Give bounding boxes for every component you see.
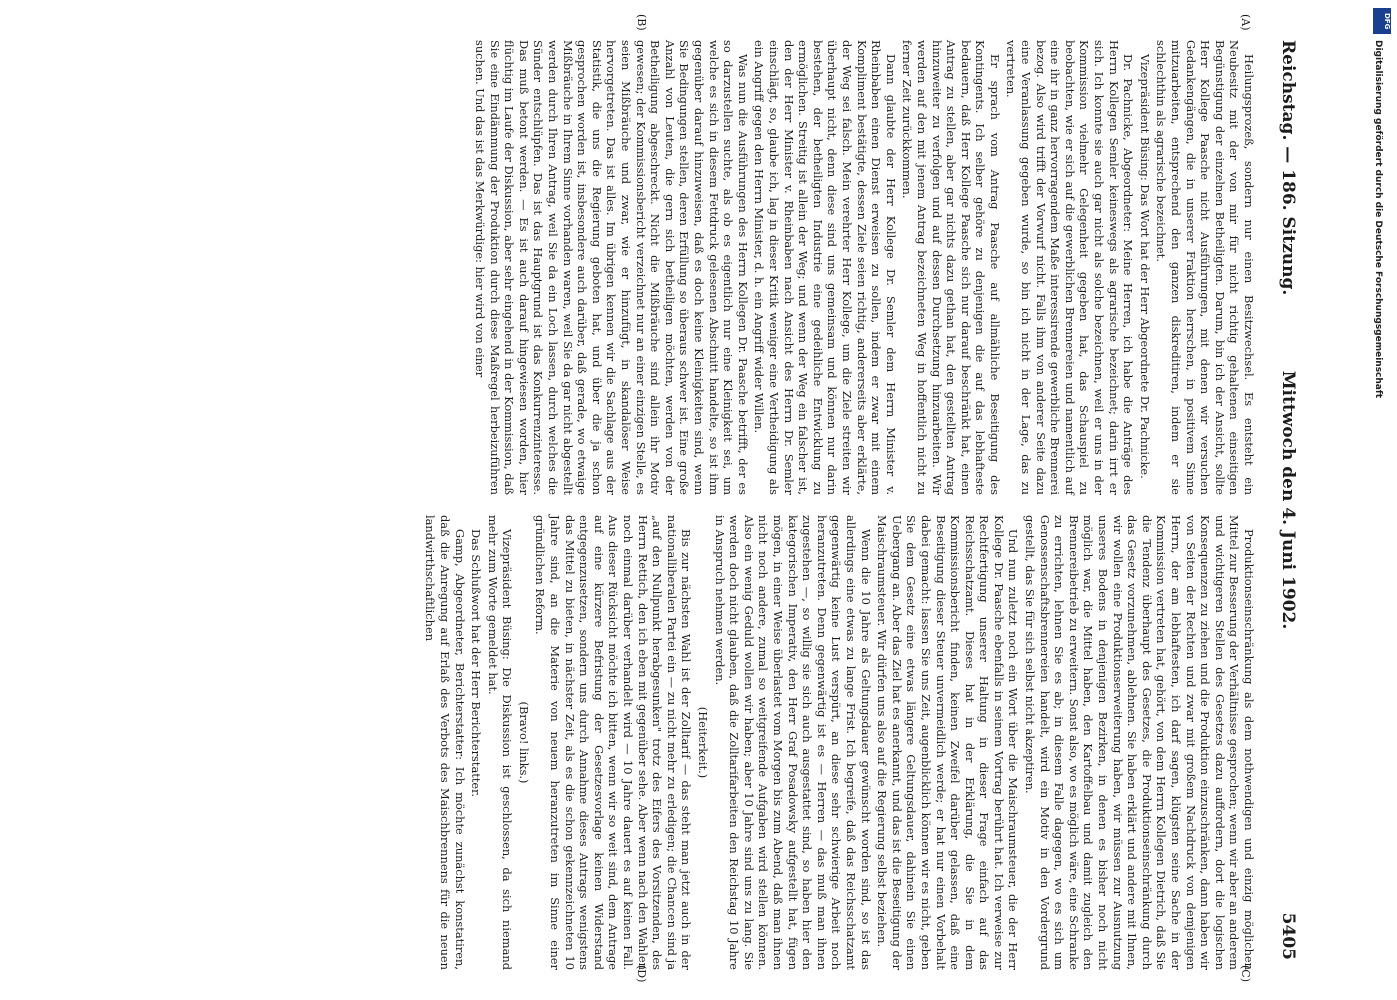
right-column bbox=[76, 515, 1256, 970]
interjection: (Heiterkeit.) bbox=[696, 706, 711, 779]
digitization-sidebar bbox=[1371, 0, 1393, 1000]
paragraph: Dr. Pachnicke, Abgeordneter: Meine Herren, ich habe die Anträge des Herrn Kollegen Semler keineswegs als agrarische bezeichnet; darin irrt er sich. Ich konnte sie auch gar nicht als solche bezeichnen, weil er uns in der Kommission vielmehr Gelegenheit gegeben hat, das Schauspiel zu beobachten, wie er sich auf die gewerblichen Brennereien und namentlich auf eine ihr in ganz hervorragendem Maße interessirende gewerbliche Brennerei bezog. Also wird trifft der Vorwurf nicht. Falls ihm von anderer Seite dazu eine Veranlassung gegeben wurde, so bin ich nicht in der Lage, das zu vertreten. bbox=[1004, 40, 1136, 495]
page-header bbox=[1264, 40, 1298, 960]
running-head-date: Mittwoch den 4. Juni 1902. bbox=[1278, 370, 1298, 630]
paragraph: Bis zur nächsten Wahl ist der Zolltarif — das steht man jetzt auch in der nationalliberalen Partei ein — zu nicht mehr zu erledigen; die Chancen sind ja „auf den Nullpunkt herabgesunken" trotz des Eifers des Vorsitzenden, des Herrn Rettich, den ich eben mit gegenüber sehe. Aber wenn nach den Wahlen noch einmal darüber verhandelt wird — 10 Jahre dauert es auf keinen Fall. Aus dieser Rücksicht möchte ich bitten, wenn wir so weit sind, dem Antrage auf eine kürzere Befristung der Gesetzesvorlage keinen Widerstand entgegenzusetzen, sondern uns durch Annahme dieses Antrags wenigstens das Mittel zu bieten, in nächster Zeit, als es die schon gekennzeichneten 10 Jahre sind, an die Materie von neuem heranzutreten im Sinne einer gründlichen Reform. bbox=[533, 515, 694, 970]
paragraph: Was nun die Ausführungen des Herrn Kollegen Dr. Paasche betrifft, der es so darzustellen suchte, als ob es eigentlich nur eine Kleinigkeit sei, um welche es sich in diesem Fettdruck gelesenen Abschnitt handelte, so ist ihm gegenüber darauf hinzuweisen, daß es doch keine Kleinigkeiten sind, wenn Sie Bedingungen stellen, deren Erfüllung so überaus schwer ist. Eine große Anzahl von Leuten, die gern sich betheiligen möchten, werden von der Betheiligung abgeschreckt. Nicht die Mißbräuche sind allein ihr Motiv gewesen; der Kommissionsbericht verzeichnet nur an einer einzigen Stelle, es seien Mißbräuche und zwar, wie er hinzufügt, in skandalöser Weise hervorgetreten. Das ist alles. Im übrigen kennen wir die Sachlage aus der Statistik, die uns die Regierung geboten hat, und über die ja schon gesprochen worden ist, insbesondere auch darüber, daß gerade, wo etwaige Mißbräuche in Ihrem Sinne vorhanden waren, weil Sie da gar nicht abgestellt werden durch Ihren Antrag, weil Sie da ein Loch lassen, durch welches die Sünder entschlüpfen. Das ist das Hauptgrund ist das Konkurrenzinteresse. Das muß betont werden. — Es ist auch darauf hingewiesen worden, hier flüchtig im Laufe der Diskussion, aber sehr eingehend in der Kommission, daß Sie eine Eindämmung der Produktion durch diese Maßregel herbeizuführen suchen. Und das ist das Merkwürdige: hier wird von einer bbox=[473, 40, 750, 495]
paragraph: Dann glaubte der Herr Kollege Dr. Semler dem Herrn Minister v. Rheinbaben einen Dienst erweisen zu sollen, indem er zwar mit einem Kompliment bestätigte, dessen Ziele seien richtig, andererseits aber erklärte, der Weg sei falsch. Mein verehrter Herr Kollege, um die Ziele streiten wir überhaupt nicht, denn diese sind uns gemeinsam und können nur darin bestehen, der betheiligten Industrie eine gedeihliche Entwicklung zu ermöglichen. Streitig ist allein der Weg; und wenn der Weg ein falscher ist, den der Herr Minister v. Rheinbaben nach Ansicht des Herrn Dr. Semler einschlägt, so, glaube ich, lag in dieser Kritik weniger eine Vertheidigung als ein Angriff gegen den Herrn Minister, d. h. ein Angriff wider Willen. bbox=[752, 40, 898, 495]
dfg-logo: DFG bbox=[1373, 8, 1391, 34]
digitization-credit: Digitalisierung gefördert durch die Deutsche Forschungsgemeinschaft bbox=[1373, 40, 1383, 399]
running-head-left: Reichstag. — 186. Sitzung. bbox=[1278, 40, 1298, 296]
paragraph: Vizepräsident Büsing: Das Wort hat der Herr Abgeordnete Dr. Pachnicke. bbox=[1137, 54, 1152, 479]
interjection: (Bravo! links.) bbox=[516, 701, 531, 784]
document-page bbox=[58, 0, 1308, 1000]
paragraph: Wenn die 10 Jahre als Geltungsdauer gewünscht worden sind, so ist das allerdings eine etwas zu lange Frist. Ich begreife, daß das Reichsschatzamt gegenwärtig keine Lust verspürt, an diese sehr schwierige Arbeit noch heranzutreten. Denn gegenwärtig ist es — Herren — das muß man ihnen zugestehen —, so willig sie sich auch ausgestattet sind, so haben hier den kategorischen Imperativ, den Herr Graf Posadowsky aufgestellt hat, fügen mögen, in einer Weise überlastet vom Morgen bis zum Abend, daß man ihnen nicht noch andere, zumal so weitgreifende Aufgaben wird stellen können. Also ein wenig Geduld wollen wir haben; aber 10 Jahre sind uns zu lang. Sie werden doch nicht glauben, daß die Zolltarifarbeiten den Reichstag 10 Jahre in Anspruch nehmen werden. bbox=[712, 515, 873, 970]
margin-marker-c: (C) bbox=[1239, 965, 1252, 982]
left-column bbox=[76, 40, 1256, 495]
paragraph: Gamp, Abgeordneter, Berichterstatter: Ich möchte zunächst konstatiren, daß die Anregung auf Erlaß des Verbots des Maischbrennens für die neuen landwirthschaftlichen bbox=[423, 515, 467, 970]
margin-marker-b: (B) bbox=[635, 14, 648, 31]
paragraph: Das Schlußwort hat der Herr Berichterstatter. bbox=[469, 529, 484, 797]
margin-marker-a: (A) bbox=[1239, 14, 1252, 31]
paragraph: Und nun zuletzt noch ein Wort über die Maischraumsteuer, die der Herr Kollege Dr. Paasche ebenfalls in seinem Vortrag berührt hat. Ich verweise zur Rechtfertigung unserer Haltung in dieser Frage einfach auf das Reichsschatzamt. Dieses hat in der Erklärung, die Sie in dem Kommissionsbericht finden, keinen Zweifel darüber gelassen, daß eine Beseitigung dieser Steuer unvermeidlich werde; er hat nur einen Vorbehalt dabei gemacht: lassen Sie uns Zeit, augenblicklich können wir es nicht, geben Sie dem Gesetz eine etwas längere Geltungsdauer, dahinein Sie einen Uebergang an. Aber das Ziel hat es anerkannt, und das ist die Beseitigung der Maischraumsteuer. Wir dürfen uns also auf die Regierung selbst beziehen. bbox=[875, 515, 1021, 971]
paragraph: Produktionseinschränkung als dem nothwendigen und einzig möglichen Mittel zur Besserung der Verhältnisse gesprochen; wenn wir aber an anderem und wichtigeren Stellen des Gesetzes dazu auffordern, dort die logischen Konsequenzen zu ziehen und die Produktion einzuschränken, dann haben wir von Seiten der Rechten und zwar mit großem Nachdruck von demjenigen Herrn, der am lebhaftesten, ich darf sagen, klügsten seine Sache in der Kommission vertreten hat, gehört, von dem Herrn Kollegen Dietrich, daß Sie die Tendenz überhaupt des Gesetzes, die Produktionseinschränkung durch das Gesetz vorzunehmen, ablehnen. Sie haben erklärt und andere mit Ihnen, wir wollen eine Produktionserweiterung haben, wir müssen zur Ausnutzung unseres Bodens in denjenigen Bezirken, in denen es bisher noch nicht möglich war, die Mittel haben, den Kartoffelbau und damit zugleich den Brennereibetrieb zu erweitern. Sonst also, wo es möglich wäre, eine Schranke zu errichten, lehnen Sie es ab; in diesem Falle dagegen, wo es sich um Genossenschaftsbrennereien handelt, wird ein Motiv in den Vordergrund gestellt, das Sie für sich selbst nicht akzeptiren. bbox=[1023, 515, 1256, 970]
paragraph: Vizepräsident Büsing: Die Diskussion ist geschlossen, da sich niemand mehr zum Worte gemeldet hat. bbox=[485, 515, 515, 970]
margin-marker-d: (D) bbox=[635, 965, 648, 983]
page-number: 5405 bbox=[1278, 912, 1298, 960]
paragraph: Er sprach vom Antrag Paasche auf allmähliche Beseitigung des Kontingents. Ich selber gehöre zu denjenigen die auf das lebhafteste bedauern, daß Herr Kollege Paasche sich nur darauf beschränkt hat, einen Antrag zu stellen, aber gar nichts dazu gethan hat, den gestellten Antrag hinzuweiter zu verfolgen und auf dessen Durchsetzung hinzuarbeiten. Wir werden auf den mit jenem Antrag bezeichneten Weg in hoffentlich nicht zu ferner Zeit zurückkommen. bbox=[900, 40, 1002, 495]
paragraph: Heilungsprozeß, sondern nur einen Besitzwechsel. Es entsteht ein Neubesitz mit der von mir für nicht richtig gehaltenen einseitigen Begünstigung der einzelnen Betheiligten. Darum, bin ich der Ansicht, sollte Herr Kollege Paasche nicht Ausführungen, mit denen wir versuchen Gedankengängen, die in unserer Fraktion herrschen, in positivem Sinne mitzuarbeiten, entsprechend den ganzen diskreditiren, indem er sie schlechthin als agrarische bezeichnet. bbox=[1154, 40, 1256, 495]
